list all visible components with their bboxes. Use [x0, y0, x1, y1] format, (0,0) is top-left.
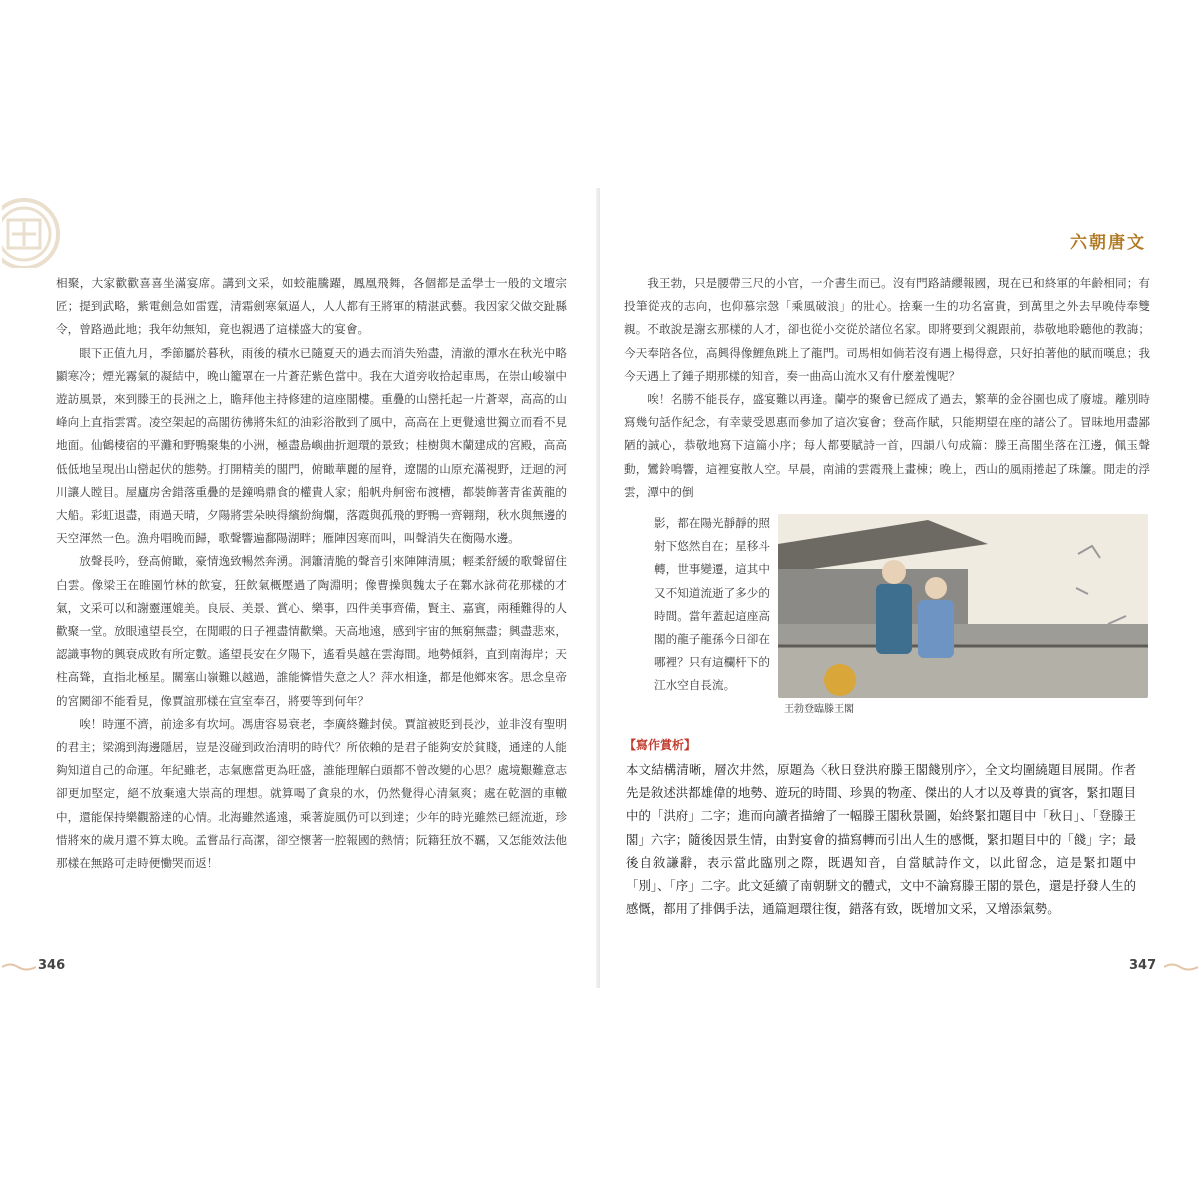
- floral-medallion-icon: [2, 194, 76, 268]
- analysis-text: 本文結構清晰，層次井然，原題為〈秋日登洪府滕王閣餞別序〉，全文均圍繞題目展開。作者先是敘述洪都雄偉的地勢、遊玩的時間、珍異的物產、傑出的人才以及尊貴的賓客，緊扣題目中的「洪府」二字；進而向讀者描繪了一幅滕王閣秋景圖，始終緊扣題目中「秋日」、「登滕王閣」六字；隨後因景生情，由對宴會的描寫轉而引出人生的感慨，緊扣題目中的「餞」字；最後自敘謙辭，表示當此臨別之際，既遇知音，自當賦詩作文，以此留念，這是緊扣題中「別」、「序」二字。此文延續了南朝駢文的體式，文中不論寫滕王閣的景色，還是抒發人生的感慨，都用了排偶手法，通篇迴環往復，錯落有致，既增加文采，又增添氣勢。: [626, 762, 1136, 917]
- paragraph: 唉！時運不濟，前途多有坎坷。馮唐容易衰老，李廣終難封侯。賈誼被貶到長沙，並非沒有聖明的君主；梁鴻到海邊隱居，豈是沒碰到政治清明的時代？所依賴的是君子能夠安於貧賤，通達的人能夠知道自己的命運。年紀雖老，志氣應當更為旺盛，誰能理解白頭都不曾改變的心思？處境艱難意志卻更加堅定，絕不放棄遠大崇高的理想。就算喝了貪泉的水，仍然覺得心清氣爽；處在乾涸的車轍中，還能保持樂觀豁達的心情。北海雖然遙遠，乘著旋風仍可以到達；少年的時光雖然已經流逝，珍惜將來的歲月還不算太晚。孟嘗品行高潔，卻空懷著一腔報國的熱情；阮籍狂放不羈，又怎能效法他那樣在無路可走時便慟哭而返！: [56, 716, 567, 871]
- paragraph: 眼下正值九月，季節屬於暮秋，雨後的積水已隨夏天的過去而消失殆盡，清澈的潭水在秋光中略顯寒冷；煙光霧氣的凝結中，晚山籠罩在一片蒼茫紫色當中。我在大道旁收拾起車馬，在崇山峻嶺中遊訪風景，來到滕王的長洲之上，瞻拜他主持修建的這座閣樓。重疊的山巒托起一片蒼翠，高高的山峰向上直指雲霄。凌空架起的高閣彷彿將朱紅的油彩浴散到了風中，高高在上更覺遠世獨立而看不見地面。仙鶴棲宿的平灘和野鴨聚集的小洲，極盡島嶼曲折迴環的景致；桂樹與木蘭建成的宮殿，高高低低地呈現出山巒起伏的態勢。打開精美的閣門，俯瞰華麗的屋脊，遼闊的山原充滿視野，迂迴的河川讓人瞠目。屋廬房舍錯落重疊的是鐘鳴鼎食的權貴人家；船帆舟舸密布渡槽，都裝飾著青雀黃龍的大船。彩虹退盡，雨過天晴，夕陽將雲朵映得繽紛絢爛，落霞與孤飛的野鴨一齊翱翔，秋水與無邊的天空渾然一色。漁舟唱晚而歸，歌聲響遍鄱陽湖畔；雁陣因寒而叫，叫聲消失在衡陽水邊。: [56, 345, 567, 546]
- page-number-left: 346: [38, 958, 66, 973]
- paragraph: 唉！名勝不能長存，盛宴難以再逢。蘭亭的聚會已經成了過去，繁華的金谷園也成了廢墟。離別時寫幾句話作紀念，有幸蒙受恩惠而參加了這次宴會；登高作賦，只能期望在座的諸公了。冒昧地用盡鄙陋的誠心，恭敬地寫下這篇小序；每人都要賦詩一首，四韻八句成篇：滕王高閣坐落在江邊，佩玉聲動，鸞鈴鳴響，這裡宴散人空。早晨，南浦的雲霞飛上畫棟；晚上，西山的風雨捲起了珠簾。閒走的浮雲，潭中的倒: [624, 392, 1150, 499]
- book-spread: [0, 188, 1200, 988]
- footer-ornament-icon: [1164, 962, 1198, 972]
- paragraph: 我王勃，只是腰帶三尺的小官，一介書生而已。沒有門路請纓報國，現在已和終軍的年齡相同；有投筆從戎的志向，也仰慕宗愨「乘風破浪」的壯心。捨棄一生的功名富貴，到萬里之外去早晚侍奉雙親。不敢說是謝玄那樣的人才，卻也從小交從於諸位名家。即將要到父親跟前，恭敬地聆聽他的教誨；今天奉陪各位，高興得像鯉魚跳上了龍門。司馬相如倘若沒有遇上楊得意，只好拍著他的賦而嘆息；我今天遇上了鍾子期那樣的知音，奏一曲高山流水又有什麼羞愧呢？: [624, 276, 1150, 383]
- right-body-text: [624, 272, 1150, 504]
- section-heading: 【寫作賞析】: [624, 738, 697, 752]
- paragraph: 相聚，大家歡歡喜喜坐滿宴席。講到文采，如蛟龍騰躍，鳳凰飛舞，各個都是孟學士一般的文壇宗匠；提到武略，紫電劍急如雷霆，清霜劍寒氣逼人，人人都有王將軍的精湛武藝。我因家父做交趾縣令，曾路過此地；我年幼無知，竟也親遇了這樣盛大的宴會。: [56, 276, 567, 337]
- right-page: [600, 188, 1200, 988]
- page-number-right: 347: [1129, 958, 1157, 973]
- section-title: 六朝唐文: [1070, 233, 1146, 253]
- pavilion-illustration-icon: [778, 514, 1148, 698]
- footer-ornament-icon: [2, 962, 36, 972]
- left-page: [0, 188, 600, 988]
- left-body-text: [56, 272, 567, 875]
- paragraph: 放聲長吟，登高俯瞰，豪情逸致暢然奔湧。洞簫清脆的聲音引來陣陣清風；輕柔舒緩的歌聲留住白雲。像梁王在睢園竹林的飲宴，狂飲氣概壓過了陶淵明；像曹操與魏太子在鄴水詠荷花那樣的才氣，文采可以和謝靈運媲美。良辰、美景、賞心、樂事，四件美事齊備，賢主、嘉賓，兩種難得的人歡聚一堂。放眼遠望長空，在閒暇的日子裡盡情歡樂。天高地遠，感到宇宙的無窮無盡；興盡悲來，認識事物的興衰成敗有所定數。遙望長安在夕陽下，遙看吳越在雲海間。地勢傾斜，直到南海岸；天柱高聳，直指北極星。關塞山嶺難以越過，誰能憐惜失意之人？萍水相逢，都是他鄉來客。思念皇帝的宮闕卻不能看見，像賈誼那樣在宣室奉召，將要等到何年？: [56, 554, 567, 708]
- figure-caption: 王勃登臨滕王閣: [784, 704, 854, 715]
- wrapped-text: 影，都在陽光靜靜的照射下悠然自在；星移斗轉，世事變遷，這其中又不知道流逝了多少的時間。當年蓋起這座高閣的龍子龍孫今日卻在哪裡？只有這欄杆下的江水空自長流。: [654, 516, 770, 693]
